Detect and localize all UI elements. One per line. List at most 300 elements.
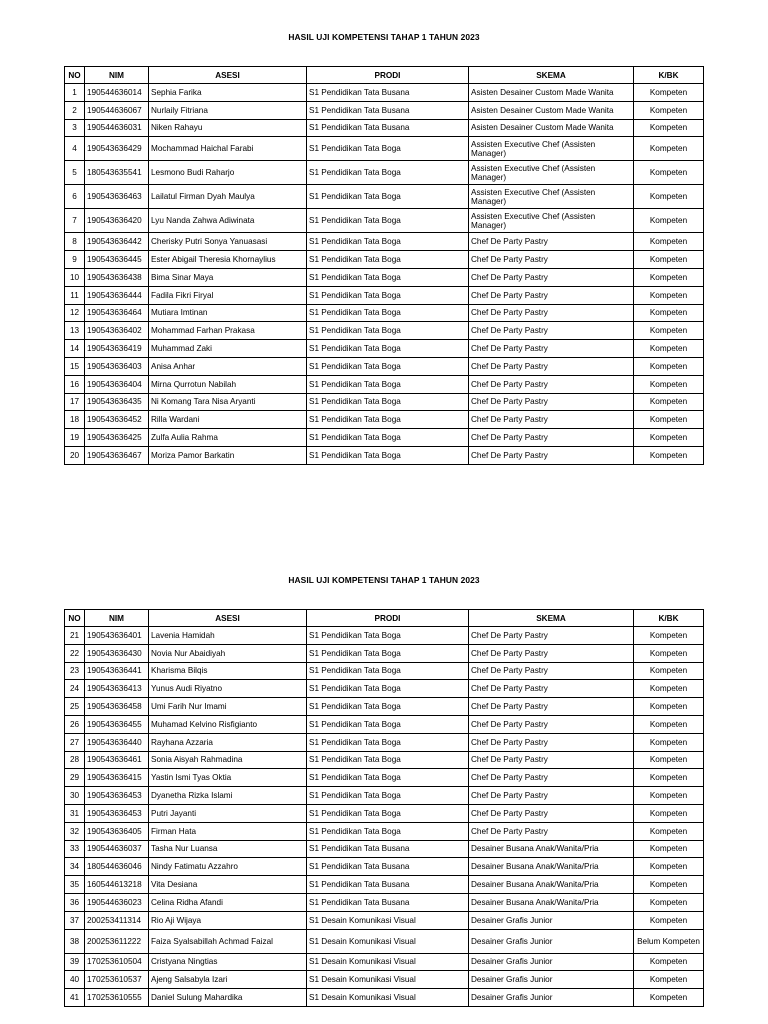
cell-nim: 190543636452 xyxy=(85,411,149,429)
cell-asesi: Daniel Sulung Mahardika xyxy=(149,989,307,1007)
table-header-row xyxy=(65,67,704,84)
cell-no: 13 xyxy=(65,322,85,340)
cell-kbk: Kompeten xyxy=(634,233,704,251)
header-no: NO xyxy=(65,67,85,84)
cell-no: 18 xyxy=(65,411,85,429)
table-row xyxy=(65,627,704,645)
cell-nim: 180544636046 xyxy=(85,858,149,876)
header-prodi: PRODI xyxy=(307,610,469,627)
cell-no: 26 xyxy=(65,715,85,733)
cell-nim: 190543636440 xyxy=(85,733,149,751)
cell-nim: 190543636405 xyxy=(85,822,149,840)
cell-asesi: Umi Farih Nur Imami xyxy=(149,698,307,716)
cell-prodi: S1 Pendidikan Tata Busana xyxy=(307,876,469,894)
cell-kbk: Kompeten xyxy=(634,209,704,233)
cell-prodi: S1 Desain Komunikasi Visual xyxy=(307,911,469,929)
cell-nim: 190543636463 xyxy=(85,185,149,209)
cell-no: 24 xyxy=(65,680,85,698)
cell-asesi: Anisa Anhar xyxy=(149,357,307,375)
cell-skema: Chef De Party Pastry xyxy=(469,304,634,322)
cell-no: 25 xyxy=(65,698,85,716)
cell-asesi: Nurlaily Fitriana xyxy=(149,101,307,119)
table-row xyxy=(65,137,704,161)
cell-no: 17 xyxy=(65,393,85,411)
cell-skema: Assisten Executive Chef (Assisten Manager) xyxy=(469,185,634,209)
cell-asesi: Mochammad Haichal Farabi xyxy=(149,137,307,161)
cell-prodi: S1 Pendidikan Tata Boga xyxy=(307,375,469,393)
cell-prodi: S1 Pendidikan Tata Busana xyxy=(307,84,469,102)
table-row xyxy=(65,185,704,209)
cell-kbk: Kompeten xyxy=(634,101,704,119)
table-row xyxy=(65,733,704,751)
cell-no: 27 xyxy=(65,733,85,751)
cell-kbk: Kompeten xyxy=(634,971,704,989)
cell-asesi: Rio Aji Wijaya xyxy=(149,911,307,929)
table-row xyxy=(65,286,704,304)
cell-no: 29 xyxy=(65,769,85,787)
cell-nim: 190543636453 xyxy=(85,804,149,822)
cell-asesi: Novia Nur Abaidiyah xyxy=(149,644,307,662)
cell-no: 20 xyxy=(65,446,85,464)
cell-nim: 190543636402 xyxy=(85,322,149,340)
cell-no: 4 xyxy=(65,137,85,161)
cell-no: 40 xyxy=(65,971,85,989)
table-row xyxy=(65,680,704,698)
cell-asesi: Bima Sinar Maya xyxy=(149,268,307,286)
table-header-row xyxy=(65,610,704,627)
cell-nim: 190543636461 xyxy=(85,751,149,769)
table-row xyxy=(65,209,704,233)
cell-nim: 200253411314 xyxy=(85,911,149,929)
table-row xyxy=(65,251,704,269)
cell-prodi: S1 Pendidikan Tata Boga xyxy=(307,822,469,840)
cell-no: 30 xyxy=(65,787,85,805)
cell-nim: 190543636413 xyxy=(85,680,149,698)
cell-asesi: Ajeng Salsabyla Izari xyxy=(149,971,307,989)
cell-no: 28 xyxy=(65,751,85,769)
cell-skema: Chef De Party Pastry xyxy=(469,698,634,716)
cell-nim: 190544636031 xyxy=(85,119,149,137)
cell-prodi: S1 Pendidikan Tata Boga xyxy=(307,769,469,787)
table-row xyxy=(65,893,704,911)
table-row xyxy=(65,876,704,894)
table-row xyxy=(65,929,704,953)
table-row xyxy=(65,715,704,733)
table-row xyxy=(65,119,704,137)
cell-asesi: Lesmono Budi Raharjo xyxy=(149,161,307,185)
header-prodi: PRODI xyxy=(307,67,469,84)
cell-no: 21 xyxy=(65,627,85,645)
cell-asesi: Sonia Aisyah Rahmadina xyxy=(149,751,307,769)
cell-nim: 190543636445 xyxy=(85,251,149,269)
cell-prodi: S1 Pendidikan Tata Boga xyxy=(307,286,469,304)
cell-skema: Desainer Grafis Junior xyxy=(469,953,634,971)
cell-kbk: Kompeten xyxy=(634,953,704,971)
cell-prodi: S1 Pendidikan Tata Boga xyxy=(307,751,469,769)
table-row xyxy=(65,787,704,805)
cell-prodi: S1 Pendidikan Tata Boga xyxy=(307,644,469,662)
table-row xyxy=(65,84,704,102)
cell-kbk: Kompeten xyxy=(634,304,704,322)
header-skema: SKEMA xyxy=(469,67,634,84)
table-row xyxy=(65,644,704,662)
cell-asesi: Rayhana Azzaria xyxy=(149,733,307,751)
cell-nim: 190544636014 xyxy=(85,84,149,102)
cell-no: 10 xyxy=(65,268,85,286)
cell-skema: Chef De Party Pastry xyxy=(469,446,634,464)
cell-kbk: Kompeten xyxy=(634,429,704,447)
cell-kbk: Kompeten xyxy=(634,733,704,751)
table-row xyxy=(65,662,704,680)
cell-skema: Chef De Party Pastry xyxy=(469,804,634,822)
table-row xyxy=(65,751,704,769)
cell-prodi: S1 Desain Komunikasi Visual xyxy=(307,953,469,971)
cell-asesi: Putri Jayanti xyxy=(149,804,307,822)
cell-no: 2 xyxy=(65,101,85,119)
cell-prodi: S1 Pendidikan Tata Boga xyxy=(307,340,469,358)
table-row xyxy=(65,233,704,251)
cell-nim: 190543636401 xyxy=(85,627,149,645)
cell-nim: 180543635541 xyxy=(85,161,149,185)
table-row xyxy=(65,840,704,858)
cell-nim: 190544636037 xyxy=(85,840,149,858)
cell-kbk: Kompeten xyxy=(634,822,704,840)
cell-skema: Asisten Desainer Custom Made Wanita xyxy=(469,84,634,102)
cell-kbk: Kompeten xyxy=(634,787,704,805)
cell-prodi: S1 Pendidikan Tata Busana xyxy=(307,858,469,876)
cell-asesi: Firman Hata xyxy=(149,822,307,840)
cell-kbk: Kompeten xyxy=(634,627,704,645)
cell-skema: Desainer Busana Anak/Wanita/Pria xyxy=(469,840,634,858)
cell-nim: 190543636444 xyxy=(85,286,149,304)
cell-prodi: S1 Pendidikan Tata Busana xyxy=(307,840,469,858)
header-nim: NIM xyxy=(85,610,149,627)
cell-skema: Chef De Party Pastry xyxy=(469,769,634,787)
table-row xyxy=(65,304,704,322)
cell-skema: Chef De Party Pastry xyxy=(469,715,634,733)
cell-asesi: Lailatul Firman Dyah Maulya xyxy=(149,185,307,209)
cell-prodi: S1 Pendidikan Tata Busana xyxy=(307,101,469,119)
cell-skema: Assisten Executive Chef (Assisten Manager) xyxy=(469,137,634,161)
cell-prodi: S1 Pendidikan Tata Boga xyxy=(307,715,469,733)
cell-no: 33 xyxy=(65,840,85,858)
cell-asesi: Tasha Nur Luansa xyxy=(149,840,307,858)
cell-nim: 190543636455 xyxy=(85,715,149,733)
cell-kbk: Kompeten xyxy=(634,286,704,304)
header-skema: SKEMA xyxy=(469,610,634,627)
cell-prodi: S1 Pendidikan Tata Boga xyxy=(307,446,469,464)
page-title: HASIL UJI KOMPETENSI TAHAP 1 TAHUN 2023 xyxy=(288,575,480,585)
cell-skema: Desainer Busana Anak/Wanita/Pria xyxy=(469,876,634,894)
cell-skema: Chef De Party Pastry xyxy=(469,233,634,251)
cell-no: 16 xyxy=(65,375,85,393)
cell-asesi: Vita Desiana xyxy=(149,876,307,894)
cell-nim: 190543636420 xyxy=(85,209,149,233)
cell-prodi: S1 Pendidikan Tata Boga xyxy=(307,357,469,375)
cell-nim: 190543636429 xyxy=(85,137,149,161)
cell-prodi: S1 Pendidikan Tata Boga xyxy=(307,429,469,447)
cell-asesi: Celina Ridha Afandi xyxy=(149,893,307,911)
cell-kbk: Kompeten xyxy=(634,840,704,858)
cell-no: 34 xyxy=(65,858,85,876)
cell-no: 11 xyxy=(65,286,85,304)
cell-kbk: Kompeten xyxy=(634,893,704,911)
cell-no: 15 xyxy=(65,357,85,375)
table-row xyxy=(65,989,704,1007)
cell-skema: Chef De Party Pastry xyxy=(469,627,634,645)
cell-prodi: S1 Pendidikan Tata Boga xyxy=(307,733,469,751)
cell-kbk: Kompeten xyxy=(634,375,704,393)
cell-prodi: S1 Desain Komunikasi Visual xyxy=(307,971,469,989)
table-row xyxy=(65,858,704,876)
cell-skema: Asisten Desainer Custom Made Wanita xyxy=(469,119,634,137)
cell-kbk: Kompeten xyxy=(634,662,704,680)
table-row xyxy=(65,769,704,787)
cell-kbk: Kompeten xyxy=(634,876,704,894)
cell-kbk: Kompeten xyxy=(634,119,704,137)
cell-asesi: Niken Rahayu xyxy=(149,119,307,137)
cell-kbk: Kompeten xyxy=(634,680,704,698)
cell-prodi: S1 Pendidikan Tata Busana xyxy=(307,893,469,911)
cell-prodi: S1 Pendidikan Tata Boga xyxy=(307,251,469,269)
cell-no: 37 xyxy=(65,911,85,929)
cell-skema: Chef De Party Pastry xyxy=(469,268,634,286)
cell-asesi: Muhammad Zaki xyxy=(149,340,307,358)
cell-prodi: S1 Pendidikan Tata Boga xyxy=(307,393,469,411)
cell-asesi: Cherisky Putri Sonya Yanuasasi xyxy=(149,233,307,251)
header-nim: NIM xyxy=(85,67,149,84)
results-table xyxy=(64,66,704,465)
table-row xyxy=(65,971,704,989)
cell-asesi: Mutiara Imtinan xyxy=(149,304,307,322)
cell-asesi: Lavenia Hamidah xyxy=(149,627,307,645)
cell-nim: 190543636435 xyxy=(85,393,149,411)
table-row xyxy=(65,322,704,340)
header-no: NO xyxy=(65,610,85,627)
cell-skema: Desainer Busana Anak/Wanita/Pria xyxy=(469,893,634,911)
cell-asesi: Sephia Farika xyxy=(149,84,307,102)
table-row xyxy=(65,340,704,358)
cell-kbk: Kompeten xyxy=(634,251,704,269)
cell-skema: Chef De Party Pastry xyxy=(469,662,634,680)
cell-no: 12 xyxy=(65,304,85,322)
cell-asesi: Moriza Pamor Barkatin xyxy=(149,446,307,464)
cell-asesi: Muhamad Kelvino Risfigianto xyxy=(149,715,307,733)
cell-asesi: Rilla Wardani xyxy=(149,411,307,429)
cell-nim: 200253611222 xyxy=(85,929,149,953)
cell-no: 1 xyxy=(65,84,85,102)
cell-nim: 190543636425 xyxy=(85,429,149,447)
header-kbk: K/BK xyxy=(634,67,704,84)
cell-prodi: S1 Pendidikan Tata Boga xyxy=(307,698,469,716)
cell-no: 32 xyxy=(65,822,85,840)
cell-skema: Chef De Party Pastry xyxy=(469,429,634,447)
cell-prodi: S1 Pendidikan Tata Boga xyxy=(307,662,469,680)
cell-nim: 190543636404 xyxy=(85,375,149,393)
cell-kbk: Kompeten xyxy=(634,644,704,662)
cell-prodi: S1 Pendidikan Tata Boga xyxy=(307,680,469,698)
cell-kbk: Kompeten xyxy=(634,185,704,209)
header-kbk: K/BK xyxy=(634,610,704,627)
cell-skema: Desainer Busana Anak/Wanita/Pria xyxy=(469,858,634,876)
cell-kbk: Belum Kompeten xyxy=(634,929,704,953)
cell-no: 19 xyxy=(65,429,85,447)
cell-asesi: Mirna Qurrotun Nabilah xyxy=(149,375,307,393)
cell-asesi: Yunus Audi Riyatno xyxy=(149,680,307,698)
table-row xyxy=(65,393,704,411)
cell-nim: 190543636403 xyxy=(85,357,149,375)
cell-prodi: S1 Pendidikan Tata Boga xyxy=(307,209,469,233)
cell-nim: 190543636438 xyxy=(85,268,149,286)
cell-skema: Assisten Executive Chef (Assisten Manager) xyxy=(469,209,634,233)
cell-prodi: S1 Pendidikan Tata Boga xyxy=(307,322,469,340)
cell-kbk: Kompeten xyxy=(634,84,704,102)
table-row xyxy=(65,101,704,119)
cell-skema: Asisten Desainer Custom Made Wanita xyxy=(469,101,634,119)
cell-skema: Desainer Grafis Junior xyxy=(469,989,634,1007)
cell-kbk: Kompeten xyxy=(634,357,704,375)
cell-kbk: Kompeten xyxy=(634,340,704,358)
cell-no: 7 xyxy=(65,209,85,233)
cell-asesi: Ni Komang Tara Nisa Aryanti xyxy=(149,393,307,411)
cell-nim: 190543636453 xyxy=(85,787,149,805)
cell-prodi: S1 Pendidikan Tata Boga xyxy=(307,233,469,251)
cell-kbk: Kompeten xyxy=(634,804,704,822)
cell-skema: Chef De Party Pastry xyxy=(469,733,634,751)
cell-no: 31 xyxy=(65,804,85,822)
cell-prodi: S1 Pendidikan Tata Boga xyxy=(307,137,469,161)
cell-kbk: Kompeten xyxy=(634,137,704,161)
table-row xyxy=(65,375,704,393)
table-row xyxy=(65,953,704,971)
cell-asesi: Fadila Fikri Firyal xyxy=(149,286,307,304)
cell-prodi: S1 Pendidikan Tata Boga xyxy=(307,185,469,209)
cell-no: 22 xyxy=(65,644,85,662)
cell-prodi: S1 Pendidikan Tata Boga xyxy=(307,411,469,429)
cell-kbk: Kompeten xyxy=(634,411,704,429)
cell-kbk: Kompeten xyxy=(634,769,704,787)
cell-skema: Desainer Grafis Junior xyxy=(469,971,634,989)
cell-prodi: S1 Pendidikan Tata Busana xyxy=(307,119,469,137)
cell-skema: Chef De Party Pastry xyxy=(469,375,634,393)
cell-skema: Desainer Grafis Junior xyxy=(469,911,634,929)
cell-asesi: Ester Abigail Theresia Khornaylius xyxy=(149,251,307,269)
cell-asesi: Faiza Syalsabillah Achmad Faizal xyxy=(149,929,307,953)
cell-kbk: Kompeten xyxy=(634,911,704,929)
cell-nim: 190543636430 xyxy=(85,644,149,662)
cell-skema: Chef De Party Pastry xyxy=(469,787,634,805)
cell-no: 8 xyxy=(65,233,85,251)
cell-skema: Chef De Party Pastry xyxy=(469,322,634,340)
cell-skema: Chef De Party Pastry xyxy=(469,751,634,769)
table-row xyxy=(65,161,704,185)
cell-kbk: Kompeten xyxy=(634,268,704,286)
cell-kbk: Kompeten xyxy=(634,858,704,876)
cell-nim: 190543636458 xyxy=(85,698,149,716)
cell-nim: 190543636442 xyxy=(85,233,149,251)
table-row xyxy=(65,911,704,929)
cell-kbk: Kompeten xyxy=(634,322,704,340)
cell-nim: 190543636467 xyxy=(85,446,149,464)
table-row xyxy=(65,268,704,286)
cell-skema: Chef De Party Pastry xyxy=(469,393,634,411)
table-row xyxy=(65,446,704,464)
cell-asesi: Nindy Fatimatu Azzahro xyxy=(149,858,307,876)
cell-asesi: Kharisma Bilqis xyxy=(149,662,307,680)
cell-prodi: S1 Pendidikan Tata Boga xyxy=(307,304,469,322)
cell-kbk: Kompeten xyxy=(634,715,704,733)
cell-prodi: S1 Pendidikan Tata Boga xyxy=(307,804,469,822)
cell-skema: Desainer Grafis Junior xyxy=(469,929,634,953)
cell-prodi: S1 Desain Komunikasi Visual xyxy=(307,929,469,953)
cell-asesi: Yastin Ismi Tyas Oktia xyxy=(149,769,307,787)
cell-no: 9 xyxy=(65,251,85,269)
table-row xyxy=(65,822,704,840)
cell-skema: Chef De Party Pastry xyxy=(469,680,634,698)
cell-kbk: Kompeten xyxy=(634,751,704,769)
cell-prodi: S1 Desain Komunikasi Visual xyxy=(307,989,469,1007)
cell-no: 14 xyxy=(65,340,85,358)
cell-no: 3 xyxy=(65,119,85,137)
cell-asesi: Mohammad Farhan Prakasa xyxy=(149,322,307,340)
cell-kbk: Kompeten xyxy=(634,446,704,464)
cell-nim: 190543636419 xyxy=(85,340,149,358)
table-row xyxy=(65,429,704,447)
header-asesi: ASESI xyxy=(149,67,307,84)
cell-nim: 190543636441 xyxy=(85,662,149,680)
cell-asesi: Lyu Nanda Zahwa Adiwinata xyxy=(149,209,307,233)
cell-no: 38 xyxy=(65,929,85,953)
cell-kbk: Kompeten xyxy=(634,161,704,185)
table-row xyxy=(65,411,704,429)
cell-skema: Chef De Party Pastry xyxy=(469,340,634,358)
table-row xyxy=(65,357,704,375)
cell-asesi: Zulfa Aulia Rahma xyxy=(149,429,307,447)
cell-no: 35 xyxy=(65,876,85,894)
cell-no: 36 xyxy=(65,893,85,911)
cell-no: 23 xyxy=(65,662,85,680)
cell-nim: 160544613218 xyxy=(85,876,149,894)
cell-skema: Chef De Party Pastry xyxy=(469,644,634,662)
results-table xyxy=(64,609,704,1007)
cell-no: 39 xyxy=(65,953,85,971)
cell-asesi: Dyanetha Rizka Islami xyxy=(149,787,307,805)
cell-prodi: S1 Pendidikan Tata Boga xyxy=(307,787,469,805)
cell-prodi: S1 Pendidikan Tata Boga xyxy=(307,161,469,185)
cell-no: 41 xyxy=(65,989,85,1007)
cell-nim: 190544636023 xyxy=(85,893,149,911)
cell-no: 6 xyxy=(65,185,85,209)
cell-prodi: S1 Pendidikan Tata Boga xyxy=(307,627,469,645)
cell-kbk: Kompeten xyxy=(634,989,704,1007)
cell-nim: 170253610504 xyxy=(85,953,149,971)
cell-kbk: Kompeten xyxy=(634,698,704,716)
table-row xyxy=(65,804,704,822)
cell-prodi: S1 Pendidikan Tata Boga xyxy=(307,268,469,286)
header-asesi: ASESI xyxy=(149,610,307,627)
cell-nim: 170253610537 xyxy=(85,971,149,989)
cell-skema: Chef De Party Pastry xyxy=(469,822,634,840)
cell-skema: Chef De Party Pastry xyxy=(469,357,634,375)
cell-skema: Chef De Party Pastry xyxy=(469,411,634,429)
cell-nim: 170253610555 xyxy=(85,989,149,1007)
cell-nim: 190543636415 xyxy=(85,769,149,787)
page-title: HASIL UJI KOMPETENSI TAHAP 1 TAHUN 2023 xyxy=(288,32,480,42)
cell-kbk: Kompeten xyxy=(634,393,704,411)
cell-nim: 190544636067 xyxy=(85,101,149,119)
cell-skema: Chef De Party Pastry xyxy=(469,251,634,269)
cell-no: 5 xyxy=(65,161,85,185)
